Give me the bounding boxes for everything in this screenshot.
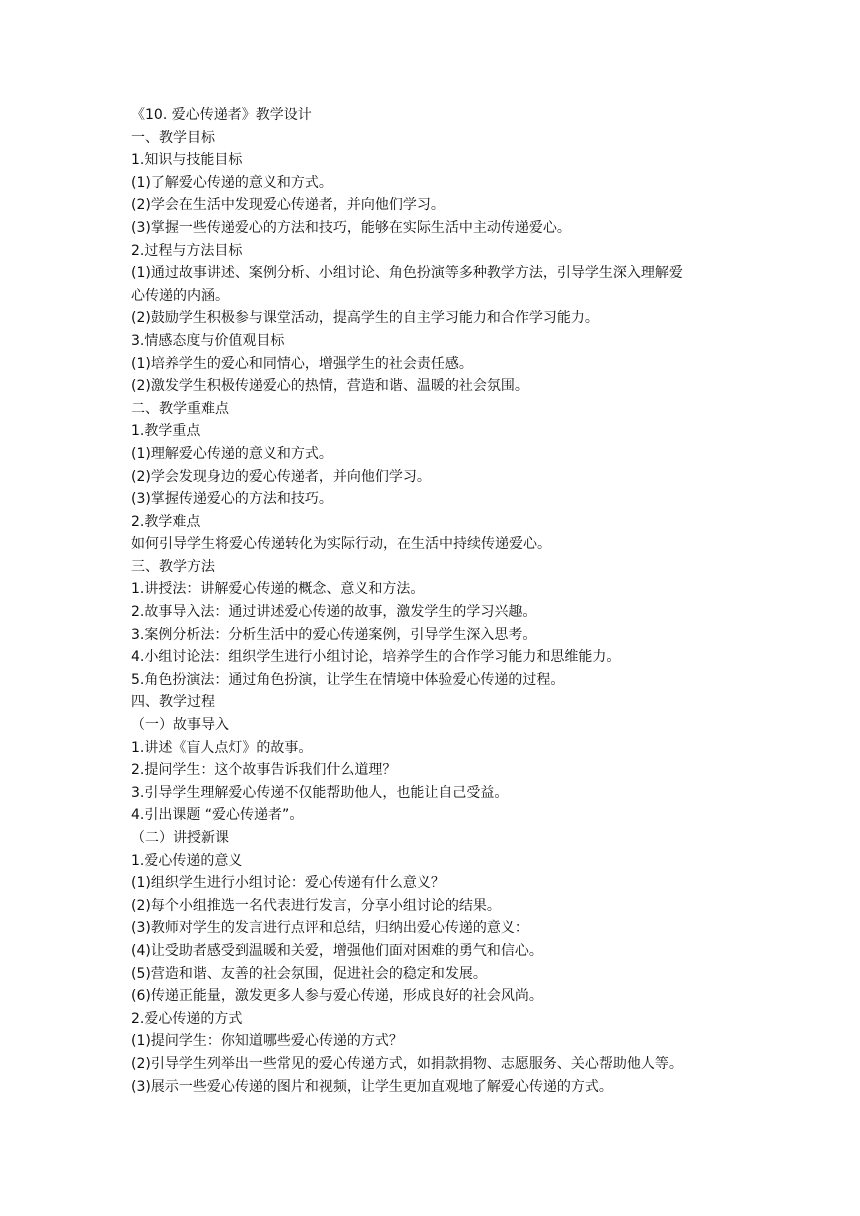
text-line: (2)鼓励学生积极参与课堂活动，提高学生的自主学习能力和合作学习能力。: [131, 310, 599, 327]
text-line: (6)传递正能量，激发更多人参与爱心传递，形成良好的社会风尚。: [131, 988, 543, 1005]
subsection-heading: （二）讲授新课: [131, 830, 229, 846]
text-line: 4.小组讨论法：组织学生进行小组讨论，培养学生的合作学习能力和思维能力。: [131, 649, 621, 666]
text-line: 2.提问学生：这个故事告诉我们什么道理？: [131, 762, 397, 779]
text-line: (5)营造和谐、友善的社会氛围，促进社会的稳定和发展。: [131, 965, 487, 982]
text-line: (1)理解爱心传递的意义和方式。: [131, 445, 333, 462]
text-line: (3)展示一些爱心传递的图片和视频，让学生更加直观地了解爱心传递的方式。: [131, 1078, 613, 1095]
text-line: (3)教师对学生的发言进行点评和总结，归纳出爱心传递的意义：: [131, 920, 529, 937]
subsection-heading: 2.教学难点: [131, 513, 201, 530]
text-line: 3.引导学生理解爱心传递不仅能帮助他人，也能让自己受益。: [131, 784, 509, 801]
text-line: 3.案例分析法：分析生活中的爱心传递案例，引导学生深入思考。: [131, 626, 537, 643]
section-heading: 一、教学目标: [131, 129, 215, 146]
subsection-heading: 3.情感态度与价值观目标: [131, 332, 285, 349]
text-line: (3)掌握一些传递爱心的方法和技巧，能够在实际生活中主动传递爱心。: [131, 219, 571, 236]
text-line: 5.角色扮演法：通过角色扮演，让学生在情境中体验爱心传递的过程。: [131, 671, 565, 688]
text-line: 1.讲述《盲人点灯》的故事。: [131, 739, 313, 756]
text-line: (1)通过故事讲述、案例分析、小组讨论、角色扮演等多种教学方法，引导学生深入理解爱: [131, 265, 683, 282]
text-line: 2.故事导入法：通过讲述爱心传递的故事，激发学生的学习兴趣。: [131, 604, 537, 621]
document-title: 《10. 爱心传递者》教学设计: [131, 107, 312, 123]
text-line: (2)学会在生活中发现爱心传递者，并向他们学习。: [131, 197, 445, 214]
text-line: (1)培养学生的爱心和同情心，增强学生的社会责任感。: [131, 355, 473, 372]
text-line: (1)组织学生进行小组讨论：爱心传递有什么意义？: [131, 875, 445, 892]
subsection-heading: 2.爱心传递的方式: [131, 1010, 243, 1027]
subsection-heading: 1.教学重点: [131, 423, 201, 440]
text-line: 1.讲授法：讲解爱心传递的概念、意义和方法。: [131, 581, 425, 598]
text-line: (2)激发学生积极传递爱心的热情，营造和谐、温暖的社会氛围。: [131, 378, 529, 395]
subsection-heading: 1.爱心传递的意义: [131, 852, 243, 869]
subsection-heading: （一）故事导入: [131, 717, 229, 734]
text-line: (2)每个小组推选一名代表进行发言，分享小组讨论的结果。: [131, 897, 501, 914]
text-line: (3)掌握传递爱心的方法和技巧。: [131, 491, 333, 508]
text-line: (1)提问学生：你知道哪些爱心传递的方式？: [131, 1033, 403, 1050]
text-line: 4.引出课题 “爱心传递者”。: [131, 807, 304, 824]
section-heading: 三、教学方法: [131, 558, 215, 575]
text-line: 如何引导学生将爱心传递转化为实际行动，在生活中持续传递爱心。: [131, 536, 551, 553]
text-line: (4)让受助者感受到温暖和关爱，增强他们面对困难的勇气和信心。: [131, 942, 543, 959]
subsection-heading: 1.知识与技能目标: [131, 152, 243, 169]
section-heading: 四、教学过程: [131, 694, 215, 711]
text-line: (1)了解爱心传递的意义和方式。: [131, 174, 333, 191]
document-page: [131, 104, 741, 1098]
text-line: 心传递的内涵。: [131, 287, 229, 304]
section-heading: 二、教学重难点: [131, 400, 229, 417]
text-line: (2)引导学生列举出一些常见的爱心传递方式，如捐款捐物、志愿服务、关心帮助他人等。: [131, 1055, 683, 1072]
subsection-heading: 2.过程与方法目标: [131, 242, 243, 259]
text-line: (2)学会发现身边的爱心传递者，并向他们学习。: [131, 468, 431, 485]
